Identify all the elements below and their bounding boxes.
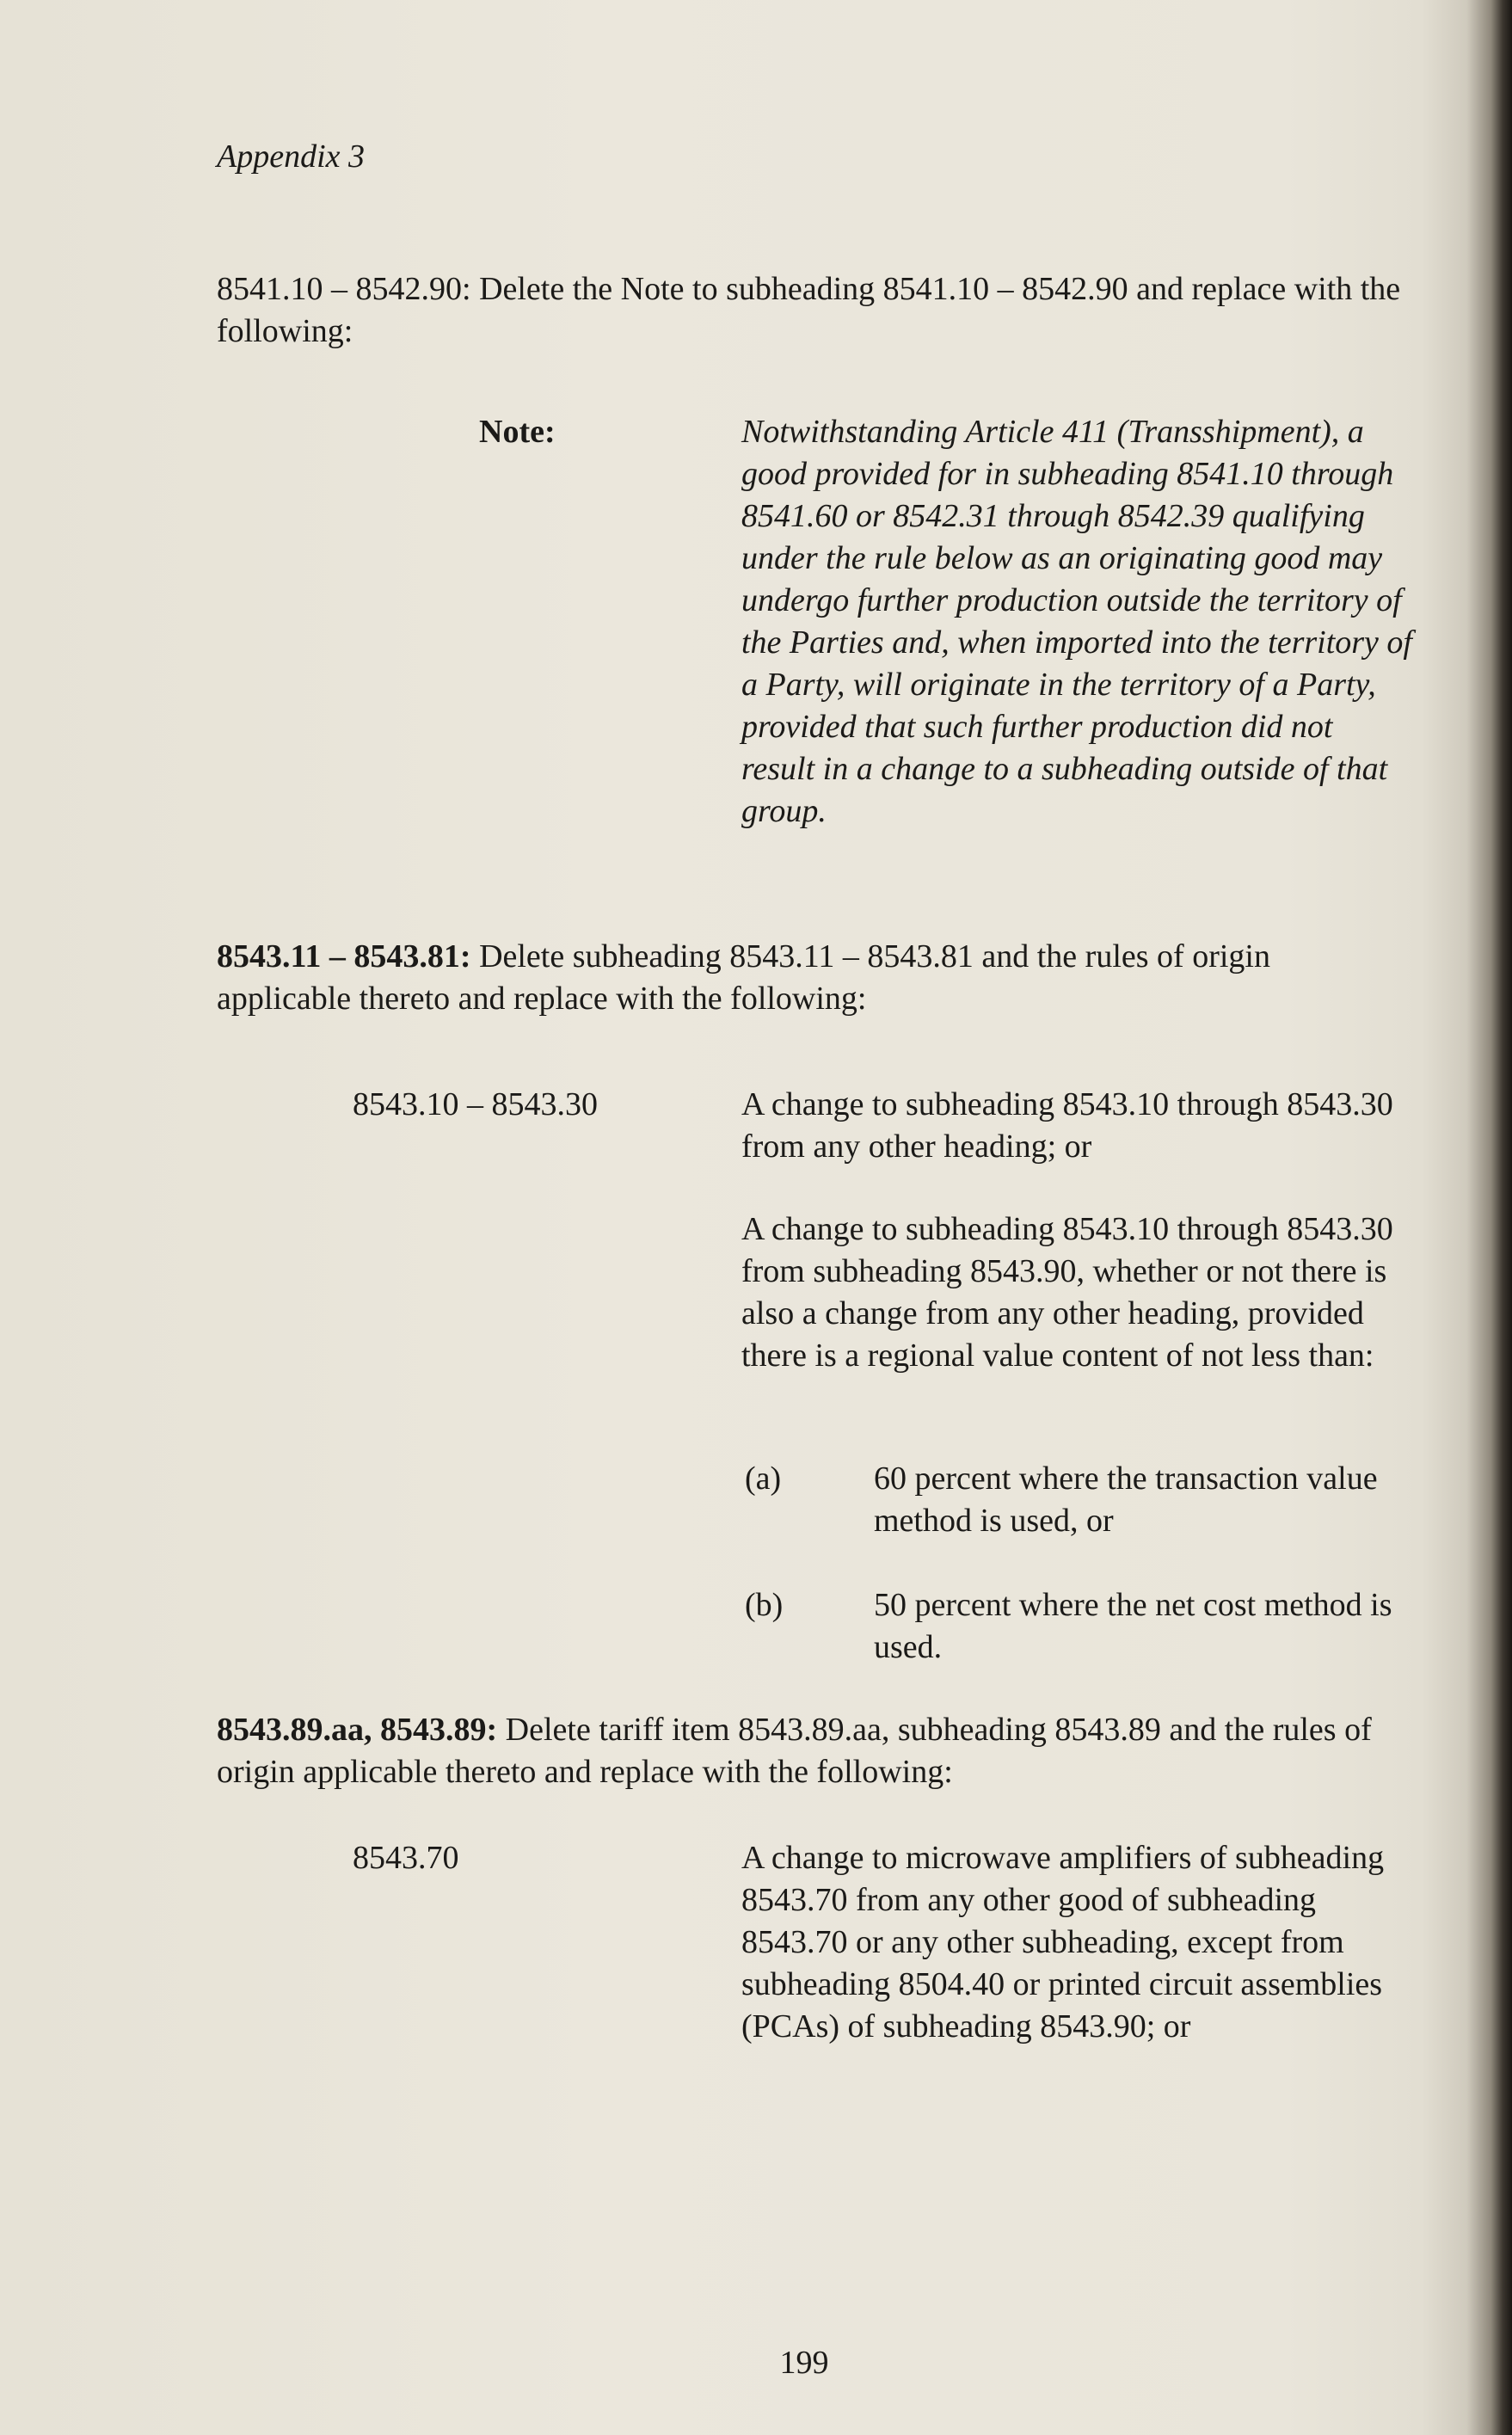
rule-text: A change to microwave amplifiers of subheading 8543.70 from any other good of subheading 8543.70 or any other subheading, except from subheading 8504.40 or printed circuit assemblies (PCAs) of subheading 8543.90; or: [741, 1840, 1385, 2045]
section-text: Delete tariff item 8543.89.aa, subheading 8543.89 and the rules of origin applicable thereto and replace with the following:: [217, 1712, 1372, 1790]
note-text: Notwithstanding Article 411 (Transshipment), a good provided for in subheading 8541.10 through 8541.60 or 8542.31 through 8542.39 qualifying under the rule below as an originating good may undergo further production outside the territory of the Parties and, when imported into the territory of a Party, will originate in the territory of a Party, provided that such further production did not result in a change to a subheading outside of that group.: [741, 414, 1412, 829]
subparagraph-marker: (a): [745, 1460, 782, 1497]
subparagraph-text: 60 percent where the transaction value method is used, or: [874, 1460, 1378, 1539]
subparagraph-text: 50 percent where the net cost method is used.: [874, 1587, 1392, 1665]
section-reference: 8543.89.aa, 8543.89:: [217, 1712, 498, 1748]
running-head: Appendix 3: [217, 138, 366, 175]
section-reference: 8541.10 – 8542.90:: [217, 271, 471, 307]
section-text: Delete the Note to subheading 8541.10 – 8542.90 and replace with the following:: [217, 271, 1401, 349]
section-text: Delete subheading 8543.11 – 8543.81 and the rules of origin applicable thereto and replace with the following:: [217, 938, 1270, 1017]
tariff-code: 8543.10 – 8543.30: [353, 1086, 598, 1122]
section-paragraph: [217, 936, 1412, 1020]
rule-text: A change to subheading 8543.10 through 8543.30 from any other heading; or: [741, 1086, 1393, 1165]
rule-text: A change to subheading 8543.10 through 8543.30 from subheading 8543.90, whether or not there is also a change from any other heading, provided there is a regional value content of not less than:: [741, 1211, 1393, 1374]
page-number: 199: [779, 2345, 829, 2381]
note-label: Note:: [479, 414, 556, 450]
section-paragraph: [217, 1709, 1412, 1793]
subparagraph-marker: (b): [745, 1587, 784, 1623]
section-paragraph: [217, 268, 1412, 353]
tariff-code: 8543.70: [353, 1840, 459, 1876]
section-reference: 8543.11 – 8543.81:: [217, 938, 471, 975]
